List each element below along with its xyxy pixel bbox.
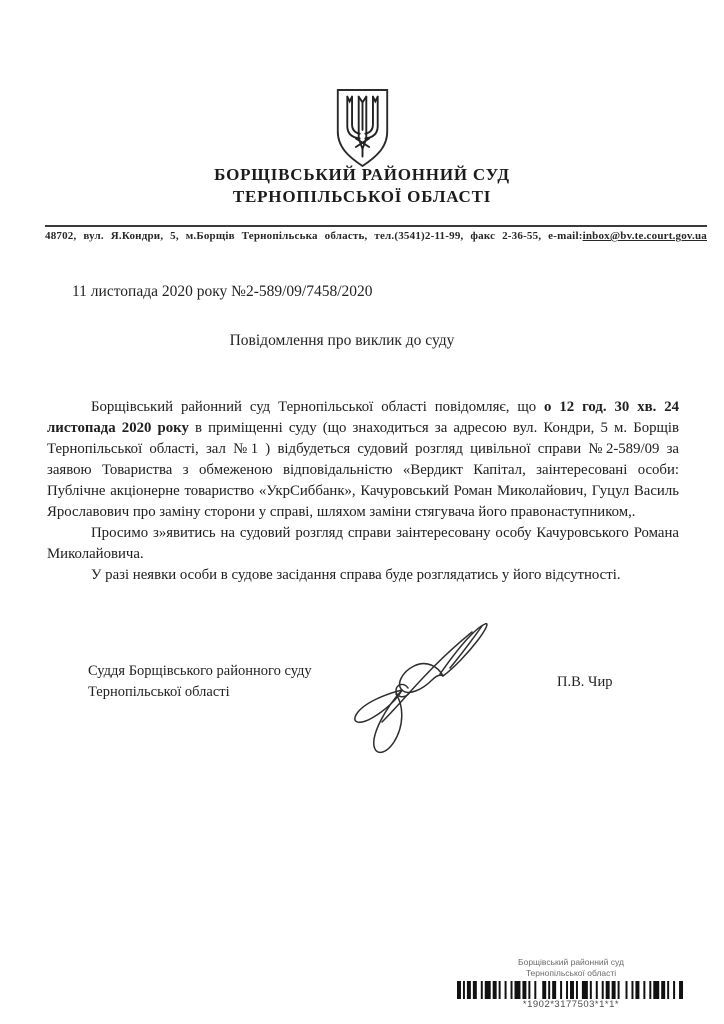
contact-line xyxy=(45,230,707,242)
judge-name: П.В. Чир xyxy=(557,674,613,690)
p1-hearing-datetime: о 12 год. 30 хв. 24 листопада 2020 року xyxy=(47,399,679,436)
handwritten-signature xyxy=(322,602,502,760)
barcode-code: *1902*3177503*1*1* xyxy=(522,999,620,1010)
judge-role-line1: Суддя Борщівського районного суду xyxy=(88,663,312,679)
body-paragraph-2: Просимо з»явитись на судовий розгляд справи заінтересовану особу Качуровського Романа Миколайовича. xyxy=(47,525,679,562)
court-name-line1: БОРЩІВСЬКИЙ РАЙОННИЙ СУД xyxy=(214,165,510,184)
document-title: Повідомлення про виклик до суду xyxy=(229,332,455,349)
judge-role xyxy=(88,661,312,703)
barcode-label-line1: Борщівський районний суд xyxy=(518,957,624,967)
contact-email-link[interactable]: inbox@bv.te.court.gov.ua xyxy=(582,230,707,242)
barcode-label-line2: Тернопільської області xyxy=(525,968,617,978)
barcode-block xyxy=(452,957,690,1010)
judge-role-line2: Тернопільської області xyxy=(88,684,230,700)
p1-text: Борщівський районний суд Тернопільської області повідомляє, що xyxy=(91,399,545,415)
emblem-container xyxy=(0,88,724,173)
document-body xyxy=(47,397,679,586)
date-and-case-number: 11 листопада 2020 року №2-589/09/7458/2020 xyxy=(72,283,373,300)
body-paragraph-1 xyxy=(47,397,679,523)
barcode-icon xyxy=(452,981,690,999)
contact-address: 48702, вул. Я.Кондри, 5, м.Борщів Тернопільська область, тел.(3541)2-11-99, факс 2-36-55, e-mail: xyxy=(45,230,583,242)
court-name-line2: ТЕРНОПІЛЬСЬКОЇ ОБЛАСТІ xyxy=(232,187,492,206)
court-name xyxy=(0,164,724,208)
p1-text-cont: в приміщенні суду (що знаходиться за адресою вул. Кондри, 5 м. Борщів Тернопільської області, зал №1 ) відбудеться судовий розгляд цивільної справи №2-589/09 за заявою Товариства з обмеженою відповідальністю «Вердикт Капітал, заінтересовані особи: Публічне акціонерне товариство «УкрСиббанк», Качуровський Роман Миколайович, Гуцул Василь Ярославович про заміну сторони у справі, шляхом заміни стягувача його правонаступником,. xyxy=(47,420,679,520)
header-divider xyxy=(45,225,707,227)
body-paragraph-3: У разі неявки особи в судове засідання справа буде розглядатись у його відсутності. xyxy=(91,567,621,583)
trident-coat-of-arms-icon xyxy=(334,88,391,168)
